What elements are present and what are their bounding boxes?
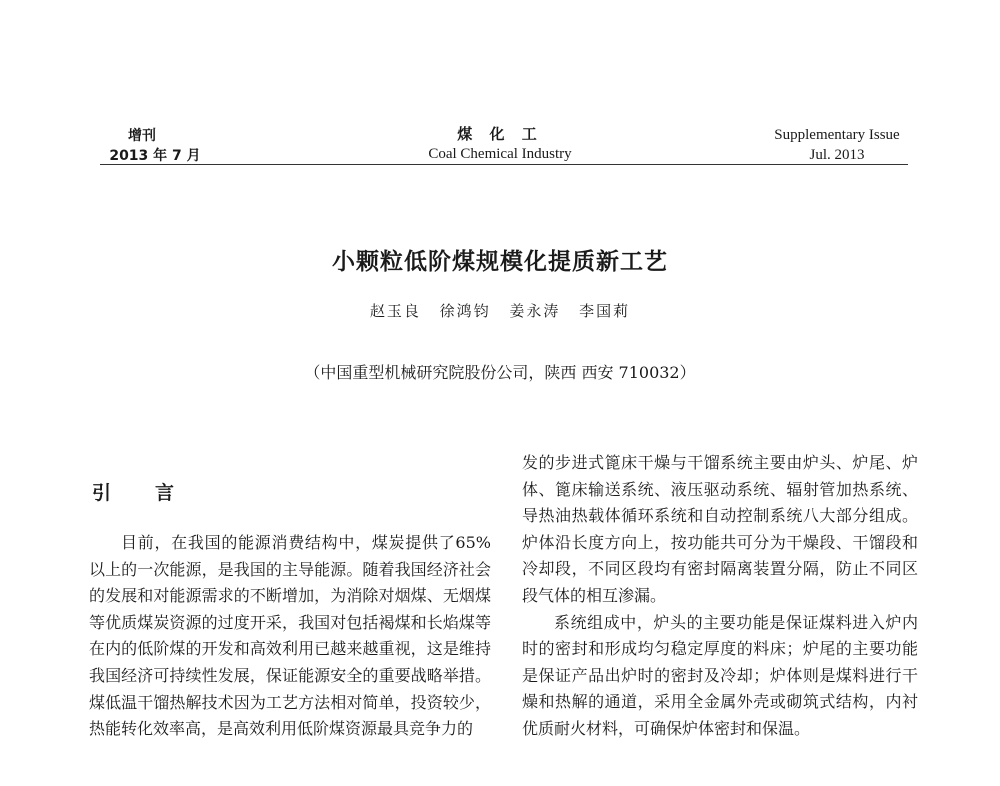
body-paragraph: 系统组成中，炉头的主要功能是保证煤料进入炉内时的密封和形成均匀稳定厚度的料床；炉尾的主要功能是保证产品出炉时的密封及冷却；炉体则是煤料进行干燥和热解的通道，采用全金属外壳或砌筑式结构，内衬优质耐火材料，可确保炉体密封和保温。 — [522, 612, 918, 738]
issue-date: 2013 年 7 月 — [109, 148, 201, 164]
body-paragraph: 发的步进式篦床干燥与干馏系统主要由炉头、炉尾、炉体、篦床输送系统、液压驱动系统、辐射管加热系统、导热油热载体循环系统和自动控制系统八大部分组成。炉体沿长度方向上，按功能共可分为干燥段、干馏段和冷却段，不同区段均有密封隔离装置分隔，防止不同区段气体的相互渗漏。 — [522, 453, 918, 605]
paper-title: 小颗粒低阶煤规模化提质新工艺 — [332, 249, 668, 275]
header-rule — [100, 164, 908, 165]
paper-affiliation: （中国重型机械研究院股份公司，陕西 西安 710032） — [304, 363, 696, 382]
right-column — [522, 450, 918, 743]
paper-authors: 赵玉良 徐鸿钧 姜永涛 李国莉 — [369, 302, 631, 320]
journal-issue-header — [100, 126, 210, 166]
issue-label: 增刊 — [128, 128, 156, 144]
journal-issue-header-en — [762, 125, 912, 165]
body-paragraph: 目前，在我国的能源消费结构中，煤炭提供了65%以上的一次能源，是我国的主导能源。随着我国经济社会的发展和对能源需求的不断增加，为消除对烟煤、无烟煤等优质煤炭资源的过度开采，我国对包括褐煤和长焰煤等在内的低阶煤的开发和高效利用已越来越重视，这是维持我国经济可持续性发展，保证能源安全的重要战略举措。煤低温干馏热解技术因为工艺方法相对简单，投资较少，热能转化效率高，是高效利用低阶煤资源最具竞争力的 — [89, 533, 491, 739]
section-heading: 引言 — [92, 482, 219, 504]
issue-label-en: Supplementary Issue — [774, 127, 900, 143]
journal-name-en: Coal Chemical Industry — [428, 146, 572, 162]
issue-date-en: Jul. 2013 — [809, 147, 865, 163]
journal-name-cn: 煤 化 工 — [457, 125, 543, 143]
journal-name-header — [400, 124, 600, 164]
left-column — [89, 530, 491, 743]
